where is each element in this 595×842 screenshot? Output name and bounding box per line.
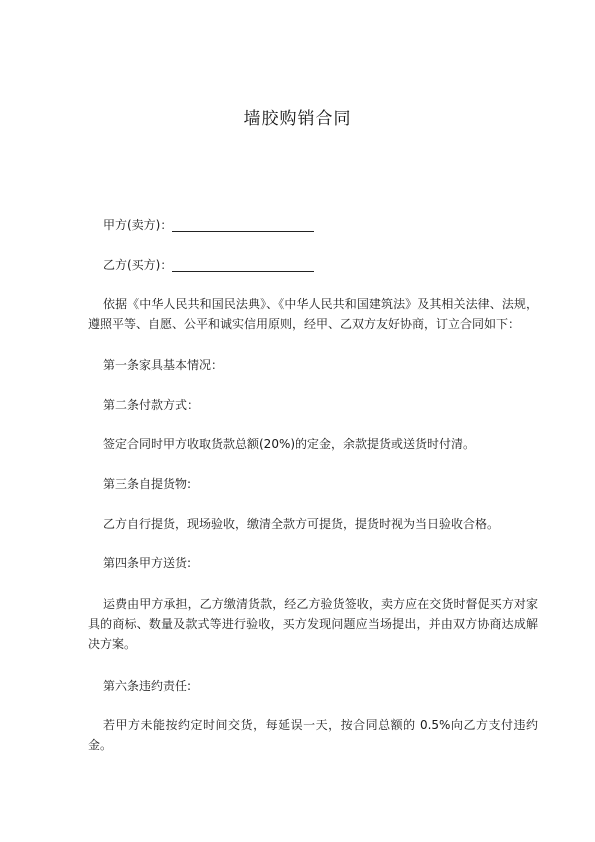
article2-text: 签定合同时甲方收取货款总额(20%)的定金，余款提货或送货时付清。 xyxy=(103,437,476,451)
article3-text: 乙方自行提货，现场验收，缴清全款方可提货，提货时视为当日验收合格。 xyxy=(103,517,500,531)
article2-heading: 第二条付款方式： xyxy=(103,398,200,412)
article4-text: 运费由甲方承担，乙方缴清货款，经乙方验货签收，卖方应在交货时督促买方对家具的商标、数量及款式等进行验收，买方发现问题应当场提出，并由双方协商达成解决方案。 xyxy=(88,597,538,651)
party-b-line xyxy=(103,255,314,275)
article6-text: 若甲方未能按约定时间交货，每延误一天，按合同总额的 0.5%向乙方支付违约金。 xyxy=(88,718,538,752)
page-title: 墙胶购销合同 xyxy=(243,109,352,129)
party-a-blank[interactable] xyxy=(172,218,314,232)
party-b-blank[interactable] xyxy=(172,258,314,272)
party-a-line xyxy=(103,215,314,235)
article1-heading: 第一条家具基本情况： xyxy=(103,358,224,372)
party-b-label: 乙方(买方)： xyxy=(103,258,173,272)
party-a-label: 甲方(卖方)： xyxy=(103,218,173,232)
article4-heading: 第四条甲方送货: xyxy=(103,556,192,570)
article6-heading: 第六条违约责任: xyxy=(103,679,192,693)
intro-paragraph: 依据《中华人民共和国民法典》、《中华人民共和国建筑法》及其相关法律、法规，遵照平等、自愿、公平和诚实信用原则，经甲、乙双方友好协商，订立合同如下： xyxy=(88,297,538,331)
article3-heading: 第三条自提货物: xyxy=(103,477,192,491)
